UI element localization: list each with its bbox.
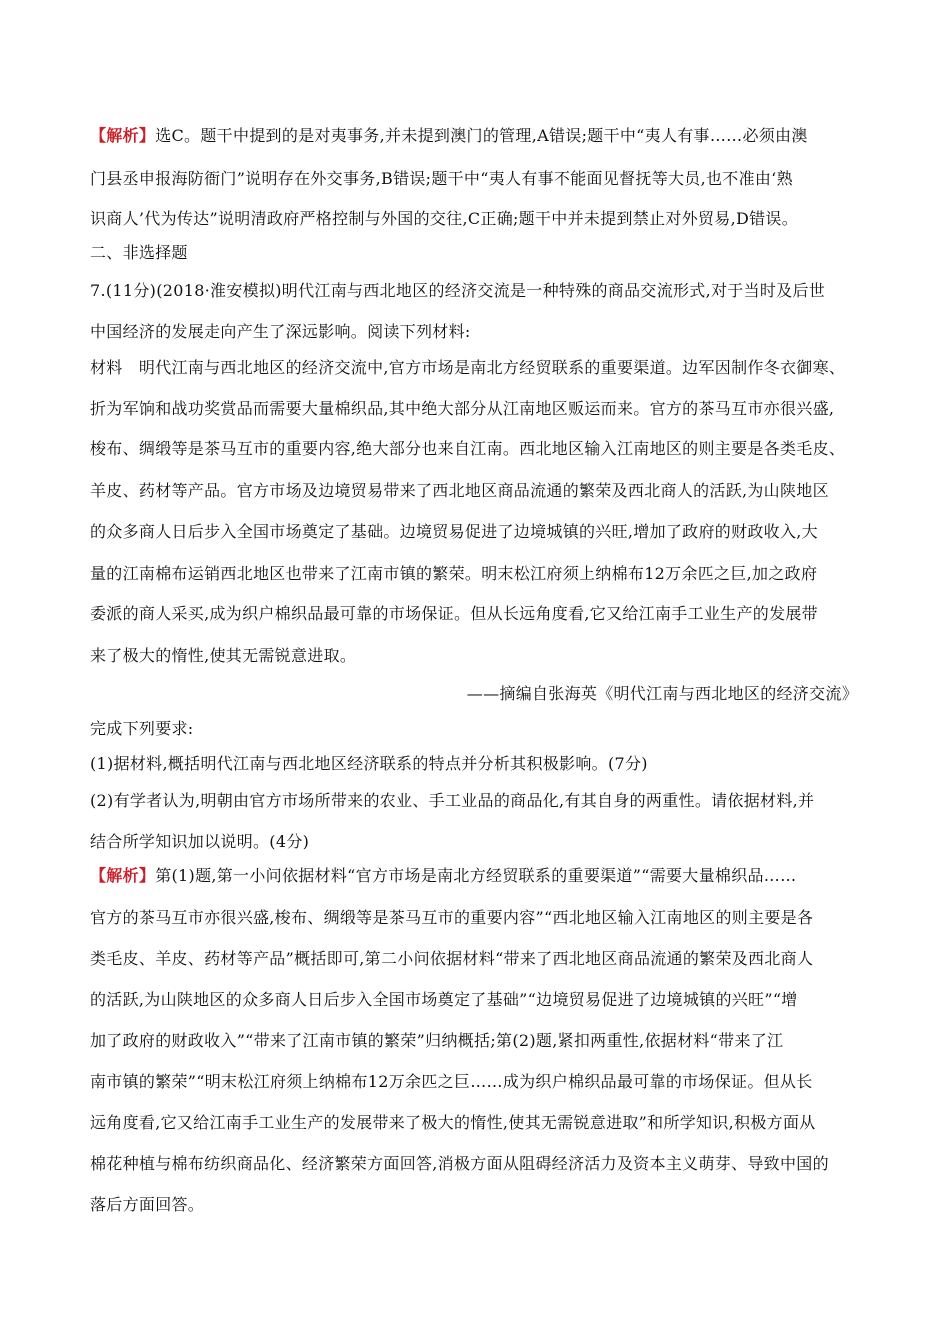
analysis2-line-9: 落后方面回答。 <box>90 1195 205 1214</box>
requirement-1: (1)据材料,概括明代江南与西北地区经济联系的特点并分析其积极影响。(7分) <box>90 754 648 773</box>
analysis1-line-3: 识商人’代为传达”说明清政府严格控制与外国的交往,C正确;题干中并未提到禁止对外贸易,D错误。 <box>90 209 798 228</box>
material-source: ——摘编自张海英《明代江南与西北地区的经济交流》 <box>466 684 858 703</box>
analysis2-line-4: 的活跃,为山陕地区的众多商人日后步入全国市场奠定了基础”“边境贸易促进了边境城镇的兴旺”“增 <box>90 990 798 1009</box>
analysis1-line-2: 门县丞申报海防衙门”说明存在外交事务,B错误;题干中“夷人有事不能面见督抚等大员,也不准由‘熟 <box>90 169 793 188</box>
analysis-tag: 【解析】 <box>90 126 156 145</box>
section-title: 二、非选择题 <box>90 243 188 262</box>
analysis2-line-2: 官方的茶马互市亦很兴盛,梭布、绸缎等是茶马互市的重要内容”“西北地区输入江南地区的则主要是各 <box>90 908 814 927</box>
material-line-6: 量的江南棉布运销西北地区也带来了江南市镇的繁荣。明末松江府须上纳棉布12万余匹之巨,加之政府 <box>90 564 818 583</box>
material-line-2: 折为军饷和战功奖赏品而需要大量棉织品,其中绝大部分从江南地区贩运而来。官方的茶马互市亦很兴盛, <box>90 399 835 418</box>
analysis1-line-1: 【解析】选C。题干中提到的是对夷事务,并未提到澳门的管理,A错误;题干中“夷人有事……必须由澳 <box>90 126 808 145</box>
analysis2-line-3: 类毛皮、羊皮、药材等产品”概括即可,第二小问依据材料“带来了西北地区商品流通的繁荣及西北商人 <box>90 949 814 968</box>
analysis2-line-7: 远角度看,它又给江南手工业生产的发展带来了极大的惰性,使其无需锐意进取”和所学知识,积极方面从 <box>90 1113 816 1132</box>
analysis2-line-6: 南市镇的繁荣”“明末松江府须上纳棉布12万余匹之巨……成为织户棉织品最可靠的市场保证。但从长 <box>90 1072 813 1091</box>
material-line-1: 材料 明代江南与西北地区的经济交流中,官方市场是南北方经贸联系的重要渠道。边军因制作冬衣御寒、 <box>90 358 846 377</box>
analysis2-line-1: 【解析】第(1)题,第一小问依据材料“官方市场是南北方经贸联系的重要渠道”“需要大量棉织品…… <box>90 866 797 885</box>
material-line-8: 来了极大的惰性,使其无需锐意进取。 <box>90 646 357 665</box>
material-line-4: 羊皮、药材等产品。官方市场及边境贸易带来了西北地区商品流通的繁荣及西北商人的活跃,为山陕地区 <box>90 481 829 500</box>
requirements-intro: 完成下列要求: <box>90 719 194 738</box>
material-line-3: 梭布、绸缎等是茶马互市的重要内容,绝大部分也来自江南。西北地区输入江南地区的则主要是各类毛皮、 <box>90 439 846 458</box>
requirement-2-line-2: 结合所学知识加以说明。(4分) <box>90 832 310 851</box>
analysis2-line-8: 棉花种植与棉布纺织商品化、经济繁荣方面回答,消极方面从阻碍经济活力及资本主义萌芽、导致中国的 <box>90 1154 829 1173</box>
question-line-2: 中国经济的发展走向产生了深远影响。阅读下列材料: <box>90 322 471 341</box>
requirement-2-line-1: (2)有学者认为,明朝由官方市场所带来的农业、手工业品的商品化,有其自身的两重性。请依据材料,并 <box>90 791 815 810</box>
analysis-tag: 【解析】 <box>90 866 156 885</box>
question-line-1: 7.(11分)(2018·淮安模拟)明代江南与西北地区的经济交流是一种特殊的商品交流形式,对于当时及后世 <box>90 281 826 300</box>
material-line-5: 的众多商人日后步入全国市场奠定了基础。边境贸易促进了边境城镇的兴旺,增加了政府的财政收入,大 <box>90 522 818 541</box>
analysis2-line-5: 加了政府的财政收入”“带来了江南市镇的繁荣”归纳概括;第(2)题,紧扣两重性,依据材料“带来了江 <box>90 1031 784 1050</box>
material-line-7: 委派的商人采买,成为织户棉织品最可靠的市场保证。但从长远角度看,它又给江南手工业生产的发展带 <box>90 604 818 623</box>
